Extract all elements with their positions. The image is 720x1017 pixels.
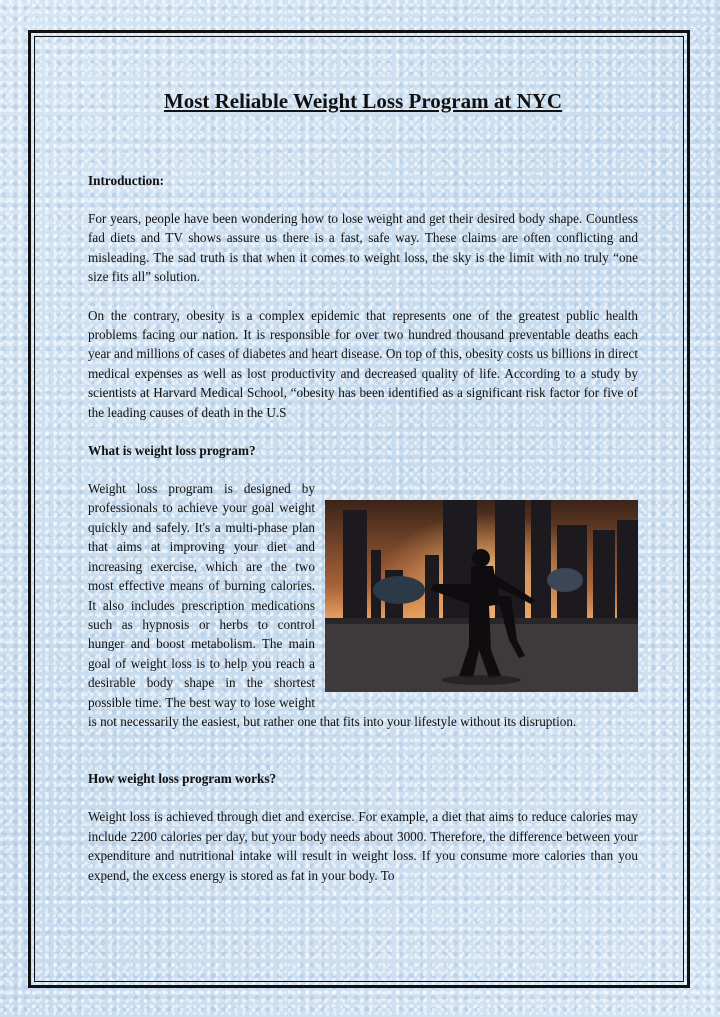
what-is-paragraph: Weight loss program is designed by professionals to achieve your goal weight quickly and safely. It's a multi-phase plan that aims at improving your diet and increasing exercise, which are the two most effective means of burning calories. It also includes prescription medications such as hypnosis or herbs to control hunger and boost metabolism. The main goal of weight loss is to help you reach a desirable body shape in the shortest possible time. The best way to lose weight is not necessarily the easiest, but rather one that fits into your lifestyle without its disruption. (88, 481, 577, 729)
city-silhouette-photo (325, 500, 638, 692)
document-title: Most Reliable Weight Loss Program at NYC (163, 89, 563, 113)
how-works-paragraph: Weight loss is achieved through diet and exercise. For example, a diet that aims to reduce calories may include 2200 calories per day, but your body needs about 3000. Therefore, the difference between your expenditure and nutritional intake will result in weight loss. If you consume more calories than you expend, the excess energy is stored as fat in your body. To (88, 809, 638, 883)
what-is-section (88, 479, 638, 731)
heading-introduction: Introduction: (88, 173, 164, 188)
heading-how-program-works: How weight loss program works? (88, 771, 277, 787)
document-body (88, 86, 638, 885)
intro-paragraph-1: For years, people have been wondering how to lose weight and get their desired body shape. Countless fad diets and TV shows assure us there is a fast, safe way. These claims are often conflicting and misleading. The sad truth is that when it comes to weight loss, the sky is the limit with no truly “one size fits all” solution. (88, 211, 638, 285)
heading-what-is-program: What is weight loss program? (88, 443, 256, 459)
intro-paragraph-2: On the contrary, obesity is a complex epidemic that represents one of the greatest public health problems facing our nation. It is responsible for over two hundred thousand preventable deaths each year and millions of cases of diabetes and heart disease. On top of this, obesity costs us billions in direct medical expenses as well as lost productivity and decreased quality of life. According to a study by scientists at Harvard Medical School, “obesity has been identified as a significant risk factor for five of the leading causes of death in the U.S (88, 307, 638, 420)
